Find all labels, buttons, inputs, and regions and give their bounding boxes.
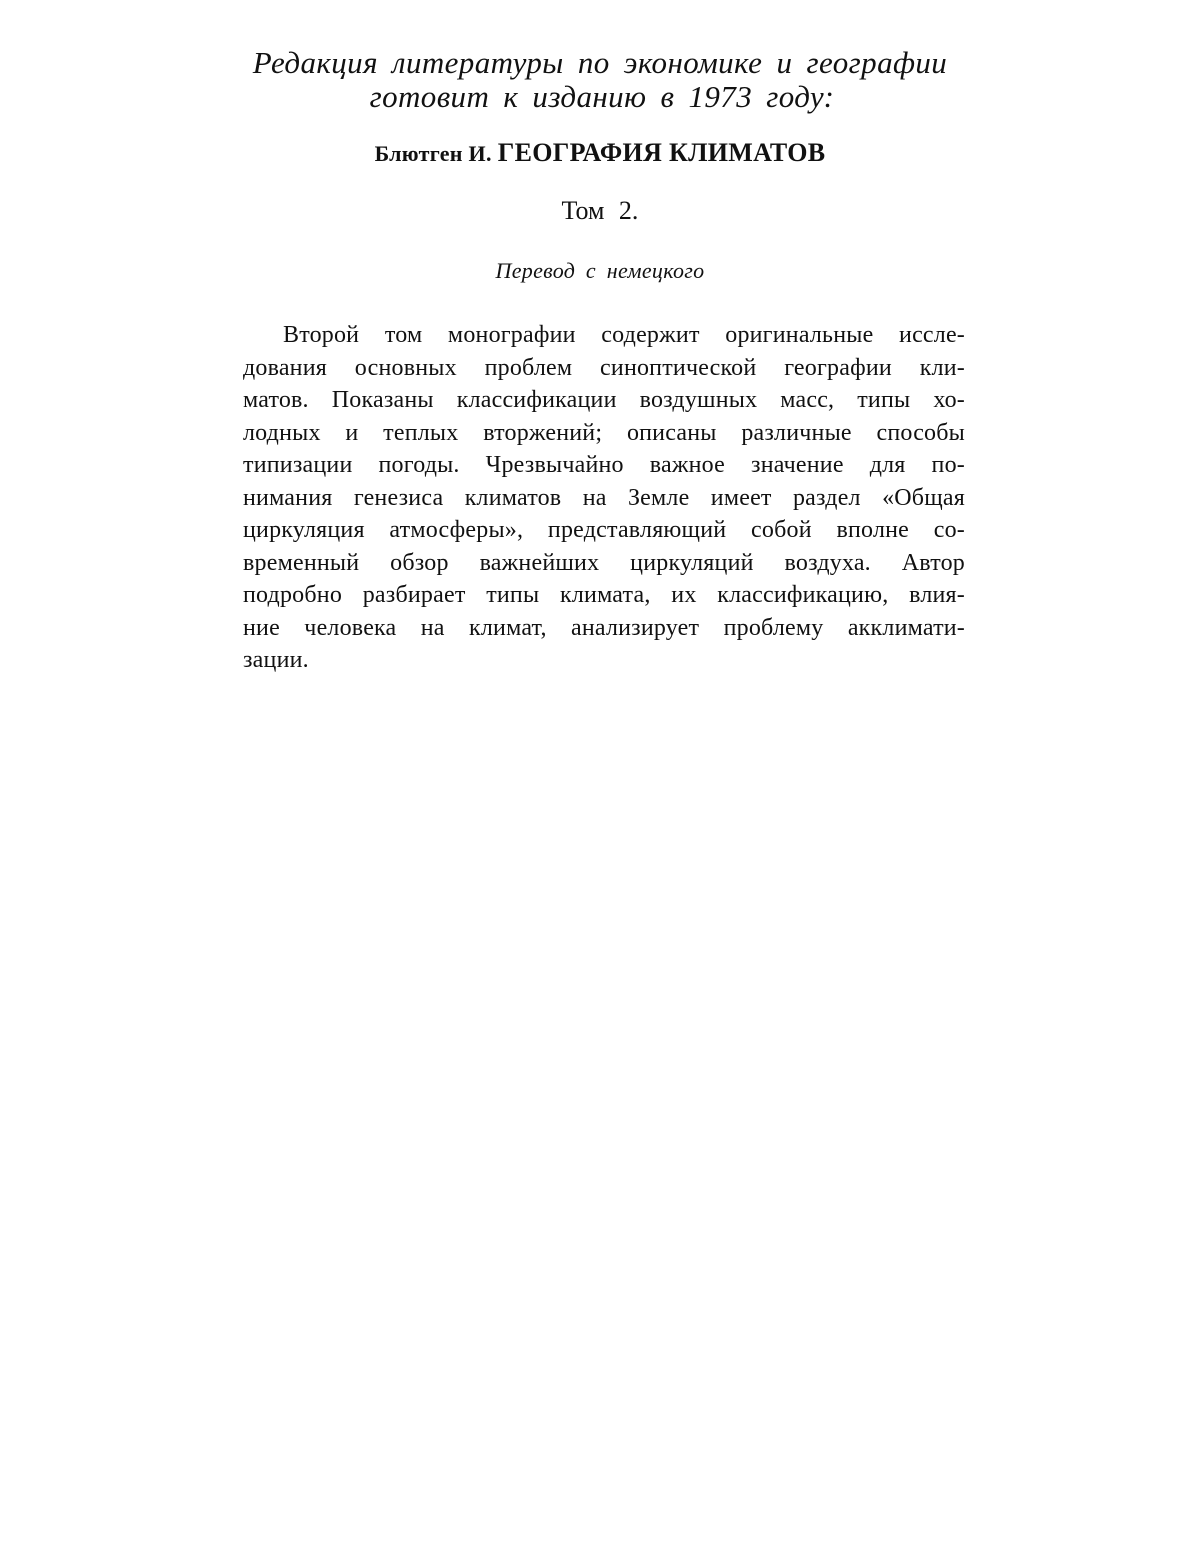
announcement-line-2: готовит к изданию в 1973 году:	[369, 79, 835, 114]
translation-note: Перевод с немецкого	[495, 258, 705, 283]
description-line: подробно разбирает типы климата, их классификацию, влия-	[243, 582, 965, 608]
description-line: зации.	[243, 647, 309, 673]
book-volume: Том 2.	[561, 196, 639, 225]
book-description	[243, 319, 965, 677]
publisher-announcement	[232, 46, 968, 114]
description-line: типизации погоды. Чрезвычайно важное значение для по-	[243, 452, 965, 478]
announcement-line-1: Редакция литературы по экономике и географии	[252, 45, 948, 80]
description-line: Второй том монографии содержит оригинальные иссле-	[283, 322, 965, 348]
book-author: Блютген И.	[374, 141, 492, 166]
description-line: циркуляция атмосферы», представляющий собой вполне со-	[243, 517, 965, 543]
description-line: временный обзор важнейших циркуляций воздуха. Автор	[243, 549, 965, 576]
description-line: лодных и теплых вторжений; описаны различные способы	[243, 419, 965, 446]
description-line: матов. Показаны классификации воздушных масс, типы хо-	[243, 387, 965, 413]
book-title: ГЕОГРАФИЯ КЛИМАТОВ	[497, 138, 826, 167]
description-line: нимания генезиса климатов на Земле имеет раздел «Общая	[243, 484, 965, 511]
book-heading	[232, 138, 968, 169]
description-line: ние человека на климат, анализирует проблему акклимати-	[243, 614, 965, 641]
description-line: дования основных проблем синоптической географии кли-	[243, 354, 965, 381]
